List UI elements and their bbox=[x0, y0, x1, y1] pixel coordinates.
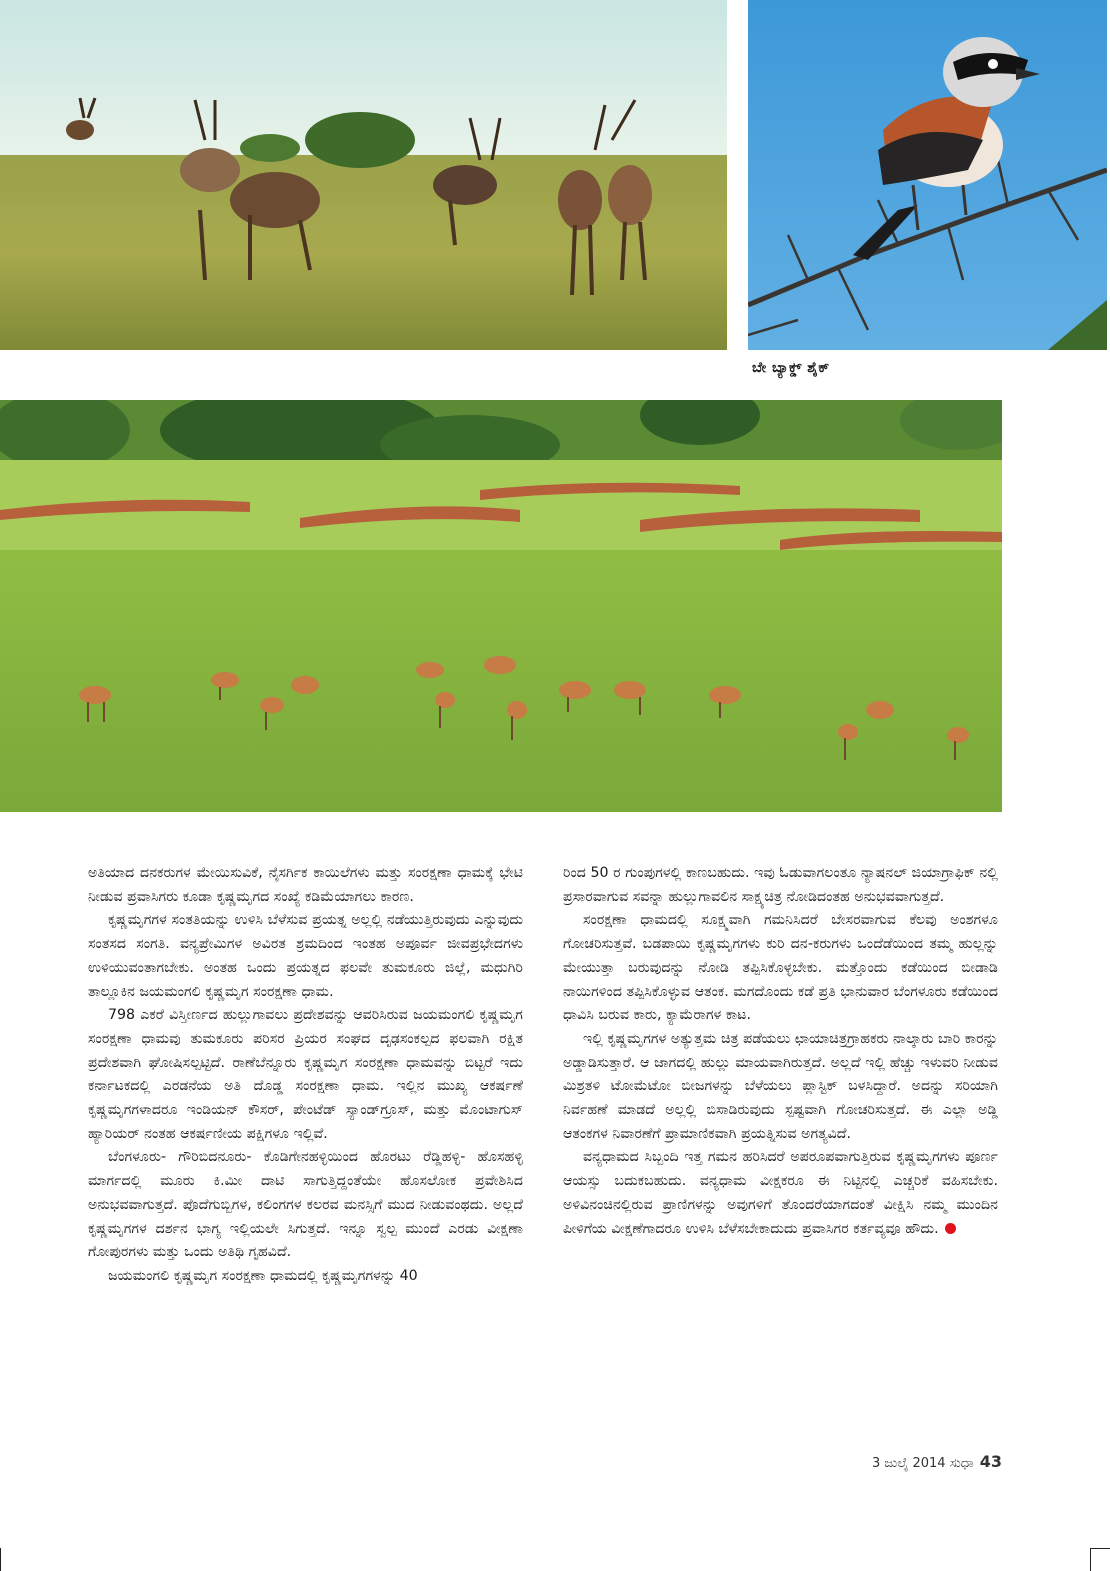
bay-backed-shrike-photo bbox=[748, 0, 1107, 350]
crop-mark bbox=[1090, 1548, 1110, 1549]
paragraph-last bbox=[563, 1146, 998, 1241]
crop-mark bbox=[1090, 1548, 1091, 1571]
blackbuck-herd-photo bbox=[0, 400, 1002, 812]
page-footer bbox=[872, 1452, 1002, 1471]
paragraph: ಕೃಷ್ಣಮೃಗಗಳ ಸಂತತಿಯನ್ನು ಉಳಿಸಿ ಬೆಳೆಸುವ ಪ್ರಯತ್ನ ಅಲ್ಲಲ್ಲಿ ನಡೆಯುತ್ತಿರುವುದು ಎನ್ನುವುದು ಸಂತಸದ ಸಂಗತಿ. ವನ್ಯಪ್ರೇಮಿಗಳ ಅವಿರತ ಶ್ರಮದಿಂದ ಇಂತಹ ಅಪೂರ್ವ ಜೀವಪ್ರಭೇದಗಳು ಉಳಿಯುವಂತಾಗಬೇಕು. ಅಂತಹ ಒಂದು ಪ್ರಯತ್ನದ ಫಲವೇ ತುಮಕೂರು ಜಿಲ್ಲೆ, ಮಧುಗಿರಿ ತಾಲ್ಲೂಕಿನ ಜಯಮಂಗಲಿ ಕೃಷ್ಣಮೃಗ ಸಂರಕ್ಷಣಾ ಧಾಮ. bbox=[88, 912, 523, 1000]
paragraph: ಇಲ್ಲಿ ಕೃಷ್ಣಮೃಗಗಳ ಅತ್ಯುತ್ತಮ ಚಿತ್ರ ಪಡೆಯಲು ಛಾಯಾಚಿತ್ರಗ್ರಾಹಕರು ನಾಲ್ಕಾರು ಬಾರಿ ಕಾರನ್ನು ಅಡ್ಡಾಡಿಸುತ್ತಾರೆ. ಆ ಜಾಗದಲ್ಲಿ ಹುಲ್ಲು ಮಾಯವಾಗಿರುತ್ತದೆ. ಅಲ್ಲದೆ ಇಲ್ಲಿ ಹೆಚ್ಚು ಇಳುವರಿ ನೀಡುವ ಮಿಶ್ರತಳಿ ಟೋಮೆಟೋ ಬೀಜಗಳನ್ನು ಬೆಳೆಯಲು ಪ್ಲಾಸ್ಟಿಕ್ ಬಳಸಿದ್ದಾರೆ. ಅದನ್ನು ಸರಿಯಾಗಿ ನಿರ್ವಹಣೆ ಮಾಡದೆ ಅಲ್ಲಲ್ಲಿ ಬಿಸಾಡಿರುವುದು ಸ್ಪಷ್ಟವಾಗಿ ಗೋಚರಿಸುತ್ತದೆ. ಈ ಎಲ್ಲಾ ಅಡ್ಡಿ ಆತಂಕಗಳ ನಿವಾರಣೆಗೆ ಪ್ರಾಮಾಣಿಕವಾಗಿ ಪ್ರಯತ್ನಿಸುವ ಅಗತ್ಯವಿದೆ. bbox=[563, 1030, 998, 1142]
paragraph: ರಿಂದ 50 ರ ಗುಂಪುಗಳಲ್ಲಿ ಕಾಣಬಹುದು. ಇವು ಓಡುವಾಗಲಂತೂ ನ್ಯಾಷನಲ್ ಜಿಯಾಗ್ರಾಫಿಕ್ ನಲ್ಲಿ ಪ್ರಸಾರವಾಗುವ ಸವನ್ನಾ ಹುಲ್ಲುಗಾವಲಿನ ಸಾಕ್ಷ್ಯಚಿತ್ರ ನೋಡಿದಂತಹ ಅನುಭವವಾಗುತ್ತದೆ. bbox=[563, 865, 998, 905]
paragraph: 798 ಎಕರೆ ವಿಸ್ತೀರ್ಣದ ಹುಲ್ಲುಗಾವಲು ಪ್ರದೇಶವನ್ನು ಆವರಿಸಿರುವ ಜಯಮಂಗಲಿ ಕೃಷ್ಣಮೃಗ ಸಂರಕ್ಷಣಾ ಧಾಮವು ತುಮಕೂರು ಪರಿಸರ ಪ್ರಿಯರ ಸಂಘದ ದೃಢಸಂಕಲ್ಪದ ಫಲವಾಗಿ ರಕ್ಷಿತ ಪ್ರದೇಶವಾಗಿ ಘೋಷಿಸಲ್ಪಟ್ಟಿದೆ. ರಾಣೆಬೆನ್ನೂರು ಕೃಷ್ಣಮೃಗ ಸಂರಕ್ಷಣಾ ಧಾಮವನ್ನು ಬಿಟ್ಟರೆ ಇದು ಕರ್ನಾಟಕದಲ್ಲಿ ಎರಡನೆಯ ಅತಿ ದೊಡ್ಡ ಸಂರಕ್ಷಣಾ ಧಾಮ. ಇಲ್ಲಿನ ಮುಖ್ಯ ಆಕರ್ಷಣೆ ಕೃಷ್ಣಮೃಗಗಳಾದರೂ ಇಂಡಿಯನ್ ಕೌಸರ್, ಪೇಂಟೆಡ್ ಸ್ಯಾಂಡ್‌ಗ್ರೂಸ್, ಮತ್ತು ಮೊಂಟಾಗುಸ್ ಹ್ಯಾರಿಯರ್ ನಂತಹ ಆಕರ್ಷಣೀಯ ಪಕ್ಷಿಗಳೂ ಇಲ್ಲಿವೆ. bbox=[88, 1007, 523, 1142]
photo-caption: ಬೇ ಬ್ಯಾಕ್ಡ್ ಶೈಕ್ bbox=[752, 360, 830, 376]
end-mark-icon bbox=[945, 1223, 956, 1234]
paragraph: ಬೆಂಗಳೂರು- ಗೌರಿಬಿದನೂರು- ಕೊಡಿಗೇನಹಳ್ಳಿಯಿಂದ ಹೊರಟು ರೆಡ್ಡಿಹಳ್ಳಿ- ಹೊಸಹಳ್ಳಿ ಮಾರ್ಗದಲ್ಲಿ ಮೂರು ಕಿ.ಮೀ ದಾಟಿ ಸಾಗುತ್ತಿದ್ದಂತೆಯೇ ಹೊಸಲೋಕ ಪ್ರವೇಶಿಸಿದ ಅನುಭವವಾಗುತ್ತದೆ. ಪೊದೆಗುಬ್ಬಿಗಳ, ಕಲಿಂಗಗಳ ಕಲರವ ಮನಸ್ಸಿಗೆ ಮುದ ನೀಡುವಂಥದು. ಅಲ್ಲದೆ ಕೃಷ್ಣಮೃಗಗಳ ದರ್ಶನ ಭಾಗ್ಯ ಇಲ್ಲಿಯಲೇ ಸಿಗುತ್ತದೆ. ಇನ್ನೂ ಸ್ವಲ್ಪ ಮುಂದೆ ಎರಡು ವೀಕ್ಷಣಾ ಗೋಪುರಗಳು ಮತ್ತು ಒಂದು ಅತಿಥಿ ಗೃಹವಿದೆ. bbox=[88, 1149, 523, 1261]
page-number: 43 bbox=[979, 1452, 1002, 1471]
blackbuck-grassland-photo bbox=[0, 0, 727, 350]
issue-date: 3 ಜುಲೈ 2014 ಸುಧಾ bbox=[871, 1456, 974, 1471]
article-column-left bbox=[88, 862, 523, 1289]
paragraph: ಸಂರಕ್ಷಣಾ ಧಾಮದಲ್ಲಿ ಸೂಕ್ಷ್ಮವಾಗಿ ಗಮನಿಸಿದರೆ ಬೇಸರವಾಗುವ ಕೆಲವು ಅಂಶಗಳೂ ಗೋಚರಿಸುತ್ತವೆ. ಬಡಪಾಯಿ ಕೃಷ್ಣಮೃಗಗಳು ಕುರಿ ದನ-ಕರುಗಳು ಒಂದೆಡೆಯಿಂದ ತಮ್ಮ ಹುಲ್ಲನ್ನು ಮೇಯುತ್ತಾ ಬರುವುದನ್ನು ನೋಡಿ ತಪ್ಪಿಸಿಕೊಳ್ಳಬೇಕು. ಮತ್ತೊಂದು ಕಡೆಯಿಂದ ಬೀಡಾಡಿ ನಾಯಿಗಳಿಂದ ತಪ್ಪಿಸಿಕೊಳ್ಳುವ ಆತಂಕ. ಮಗದೊಂದು ಕಡೆ ಪ್ರತಿ ಭಾನುವಾರ ಬೆಂಗಳೂರು ಕಡೆಯಿಂದ ಧಾವಿಸಿ ಬರುವ ಕಾರು, ಕ್ಯಾಮೆರಾಗಳ ಕಾಟ. bbox=[563, 912, 998, 1024]
paragraph-last-text: ವನ್ಯಧಾಮದ ಸಿಬ್ಬಂದಿ ಇತ್ತ ಗಮನ ಹರಿಸಿದರೆ ಅಪರೂಪವಾಗುತ್ತಿರುವ ಕೃಷ್ಣಮೃಗಗಳು ಪೂರ್ಣ ಆಯಸ್ಸು ಬದುಕಬಹುದು. ವನ್ಯಧಾಮ ವೀಕ್ಷಕರೂ ಈ ನಿಟ್ಟಿನಲ್ಲಿ ಎಚ್ಚರಿಕೆ ವಹಿಸಬೇಕು. ಅಳಿವಿನಂಚಿನಲ್ಲಿರುವ ಪ್ರಾಣಿಗಳನ್ನು ಅವುಗಳಿಗೆ ತೊಂದರೆಯಾಗದಂತೆ ವೀಕ್ಷಿಸಿ ನಮ್ಮ ಮುಂದಿನ ಪೀಳಿಗೆಯ ವೀಕ್ಷಣೆಗಾದರೂ ಉಳಿಸಿ ಬೆಳೆಸಬೇಕಾದುದು ಪ್ರವಾಸಿಗರ ಕರ್ತವ್ಯವೂ ಹೌದು. bbox=[563, 1149, 998, 1237]
paragraph: ಅತಿಯಾದ ದನಕರುಗಳ ಮೇಯಿಸುವಿಕೆ, ನೈಸರ್ಗಿಕ ಕಾಯಿಲೆಗಳು ಮತ್ತು ಸಂರಕ್ಷಣಾ ಧಾಮಕ್ಕೆ ಭೇಟಿ ನೀಡುವ ಪ್ರವಾಸಿಗರು ಕೂಡಾ ಕೃಷ್ಣಮೃಗದ ಸಂಖ್ಯೆ ಕಡಿಮೆಯಾಗಲು ಕಾರಣ. bbox=[88, 865, 523, 905]
crop-mark bbox=[0, 1548, 1, 1571]
paragraph: ಜಯಮಂಗಲಿ ಕೃಷ್ಣಮೃಗ ಸಂರಕ್ಷಣಾ ಧಾಮದಲ್ಲಿ ಕೃಷ್ಣಮೃಗಗಳನ್ನು 40 bbox=[108, 1267, 418, 1284]
article-column-right bbox=[563, 862, 998, 1241]
